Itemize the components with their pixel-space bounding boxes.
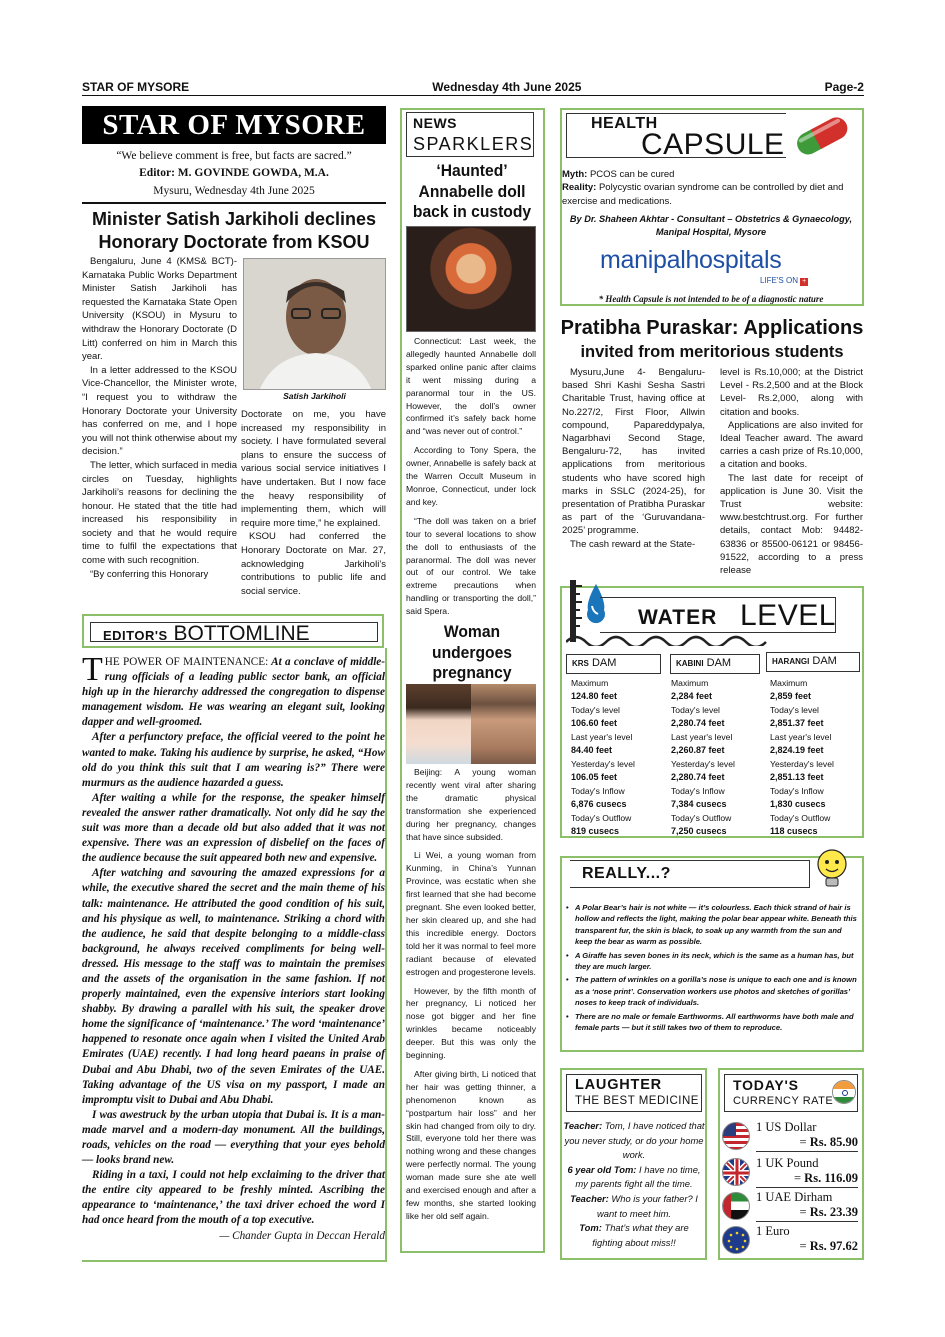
masthead-motto: “We believe comment is free, but facts are sacred.” — [116, 150, 352, 162]
label: LEVEL — [740, 599, 836, 632]
level-value: 118 cusecs — [770, 826, 818, 837]
divider — [756, 1151, 858, 1152]
label-top: NEWS — [413, 115, 457, 131]
paragraph: According to Tony Spera, the owner, Annabelle is safely back at the Warren Occult Museum in Monroe, Connecticut, under lock and key. — [406, 445, 536, 507]
dam-name: HARANGI — [772, 657, 810, 666]
paragraph: However, by the fifth month of her pregnancy, Li noticed her nose got bigger and her fine wrinkles became noticeably deeper. But this was only the beginning. — [406, 985, 536, 1061]
lead-headline: Minister Satish Jarkiholi declines Honorary Doctorate from KSOU — [91, 209, 377, 252]
masthead-title: STAR OF MYSORE — [82, 106, 386, 144]
level-value: 106.05 feet — [571, 772, 618, 783]
water-level-header — [600, 597, 836, 633]
level-label: Last year's level — [770, 732, 832, 743]
uae-flag-icon — [722, 1192, 750, 1220]
level-label: Today's Outflow — [671, 813, 732, 824]
currency-name: 1 UAE Dirham — [756, 1190, 833, 1204]
currency-rate — [800, 1239, 858, 1254]
list-item: • There are no male or female Earthworms. All earthworms have both male and female parts — but it still takes two of them to reproduce. — [565, 1011, 861, 1034]
joke-line: That’s what they are fighting about miss!! — [592, 1222, 689, 1248]
drop-cap: T — [82, 651, 103, 688]
level-value: 2,260.87 feet — [671, 744, 725, 755]
currency-row — [720, 1224, 862, 1258]
headline-line-1: Pratibha Puraskar: Applications — [560, 317, 864, 339]
myth-label: Myth: — [562, 169, 588, 180]
level-value: 84.40 feet — [571, 744, 613, 755]
level-label: Maximum — [571, 678, 609, 688]
divider — [756, 1221, 858, 1222]
level-label: Today's level — [770, 705, 819, 716]
joke-line: Who is your father? I want to meet him. — [597, 1192, 698, 1219]
byline: — Chander Gupta in Deccan Herald — [219, 1229, 385, 1242]
level-label: Today's Outflow — [770, 813, 831, 824]
pratibha-col-a — [562, 366, 705, 551]
issue-date: Wednesday 4th June 2025 — [432, 80, 582, 94]
paragraph: The cash reward at the State- — [570, 538, 696, 550]
level-label: Yesterday's level — [770, 759, 834, 770]
myth-text: PCOS can be cured — [587, 169, 675, 180]
annabelle-doll-photo — [406, 226, 536, 332]
harangi-dam-levels — [770, 677, 862, 840]
level-value: 2,851.13 feet — [770, 772, 824, 783]
rate-value: Rs. 85.90 — [809, 1135, 858, 1149]
india-flag-icon — [832, 1080, 856, 1104]
rate-value: Rs. 97.62 — [809, 1239, 858, 1253]
pratibha-col-b — [720, 366, 863, 577]
laughter-header — [566, 1074, 702, 1112]
krs-dam-levels — [571, 677, 666, 840]
reality-label: Reality: — [562, 182, 597, 194]
level-value: 2,851.37 feet — [770, 717, 824, 728]
news-sparklers-header — [406, 112, 534, 157]
currency-row — [720, 1156, 862, 1190]
label-bottom: CAPSULE — [641, 128, 785, 161]
currency-name: 1 Euro — [756, 1224, 790, 1238]
level-label: Last year's level — [571, 732, 633, 743]
paragraph: Connecticut: Last week, the allegedly haunted Annabelle doll sparked online panic after claims it went missing during a paranormal tour in the US. However, the doll’s owner confirmed it’s safely back home and “was never out of control.” — [406, 336, 536, 437]
health-capsule-byline: By Dr. Shaheen Akhtar - Consultant – Obstetrics & Gynaecology, Manipal Hospital, Mysore — [569, 214, 853, 237]
paragraph: After waiting a while for the response, the speaker himself revealed the answer rather dramatically. Not only did he say the suit was more than a decade old but also added that it was not expensive. There was an expression of disbelief on the faces of the audience because the suit appeared both new and expensive. — [82, 791, 385, 865]
reality-text: Polycystic ovarian syndrome can be controlled by diet and exercise and medications. — [562, 182, 844, 207]
wave-icon — [566, 632, 856, 646]
pregnancy-story — [406, 766, 536, 1229]
paragraph: “The doll was taken on a brief tour to several locations to show the doll to enthusiasts of the paranormal. The doll was never out of our control. We take extreme precautions when handling or transporting the doll,” said Spera. — [406, 515, 536, 617]
lead-story-col-a — [82, 255, 237, 581]
paragraph: I was awestruck by the urban utopia that Dubai is. It is a man-made marvel and a modern-day monument. All the buildings, roads, vehicles on the road — everything that your eyes behold — looks brand new. — [82, 1108, 385, 1167]
currency-name: 1 US Dollar — [756, 1120, 817, 1134]
paragraph: Riding in a taxi, I could not help exclaiming to the driver that the entire city appeared to be freshly minted. Ascribing the appearance to ‘maintenance,’ the taxi driver echoed the word I had once heard from the mouth of a top executive. — [82, 1169, 385, 1227]
level-value: 124.80 feet — [571, 690, 618, 701]
label-bold: EDITOR'S — [103, 628, 168, 643]
uk-flag-icon — [722, 1158, 750, 1186]
manipal-tagline — [760, 276, 808, 286]
label-bold: WATER — [638, 606, 718, 629]
level-value: 2,824.19 feet — [770, 744, 824, 755]
speaker: 6 year old Tom: — [567, 1163, 637, 1175]
pregnancy-headline: Woman undergoes pregnancy — [432, 622, 512, 682]
manipal-logo: manipalhospitals — [600, 246, 782, 274]
dam-suffix: DAM — [706, 657, 732, 669]
level-label: Yesterday's level — [671, 759, 735, 770]
eu-flag-icon — [722, 1226, 750, 1254]
currency-rate — [800, 1135, 858, 1150]
dam-suffix: DAM — [812, 655, 837, 667]
currency-name: 1 UK Pound — [756, 1156, 819, 1170]
level-value: 106.60 feet — [571, 717, 618, 728]
level-label: Maximum — [671, 678, 709, 688]
paragraph: Applications are also invited for Ideal Teacher award. The award carries a cash prize of Rs.10,000, a citation and books. — [720, 419, 863, 471]
lead-story-col-b — [241, 408, 386, 598]
rate-prefix: = — [799, 1205, 810, 1219]
editors-bottomline-body — [82, 651, 385, 1244]
rate-prefix: = — [793, 1171, 805, 1185]
paragraph: After watching and savouring the amazed expressions for a while, the executive shared the secret and the main theme of his talk: maintenance. He attributed the good condition of his suit, and his physique as well, to maintenance. Striking a chord with the audience, he said that despite belonging to a middle-class background, he always received compliments for being well-dressed. His message to the staff was to maintain the premises and the assets of the organisation in the same fashion. If not properly maintained, even the expensive interiors start looking shabby. By drawing a parallel with his suit, the speaker drove home the significance of ‘maintenance.’ The word ‘maintenance’ happened to resonate once again when I visited the United Arab Emirates (UAE) recently. I had long heard paeans in praise of Dubai and Abu Dhabi, two of the seven Emirates of the UAE. Taking advantage of the US visa on my passport, I made an impromptu visit to Dubai and Abu Dhabi. — [82, 867, 385, 1106]
tagline-text: LIFE'S ON — [760, 276, 798, 285]
level-value: 7,384 cusecs — [671, 799, 727, 810]
level-label: Last year's level — [671, 732, 733, 743]
page-number: Page-2 — [824, 80, 864, 94]
laughter-joke — [563, 1119, 705, 1250]
paragraph: Bengaluru, June 4 (KMS& BCT)- Karnataka Public Works Department Minister Satish Jarkiholi has requested the Karnataka State Open University (KSOU) in Mysuru to withdraw the Honorary Doctorate (D Litt) conferred on him in March this year. — [82, 256, 237, 363]
paragraph: After a perfunctory preface, the official veered to the point he wanted to make. Taking his audience by surprise, he asked, “How old do you think this suit that I am wearing is?” There were murmurs as the audience hazarded a guess. — [82, 731, 385, 789]
level-label: Today's Inflow — [770, 786, 824, 797]
currency-row — [720, 1190, 862, 1224]
level-label: Yesterday's level — [571, 759, 635, 770]
speaker: Teacher: — [570, 1192, 609, 1204]
level-label: Today's Inflow — [571, 786, 625, 797]
capsule-pill-icon — [785, 110, 863, 160]
label-top: TODAY'S — [733, 1077, 799, 1093]
speaker: Teacher: — [563, 1120, 603, 1131]
masthead-dateline: Mysuru, Wednesday 4th June 2025 — [153, 185, 315, 197]
plus-icon: + — [802, 278, 807, 285]
level-label: Today's level — [571, 705, 620, 716]
rate-prefix: = — [799, 1135, 810, 1149]
health-capsule-header — [566, 113, 786, 161]
page-header — [82, 80, 864, 96]
first-para-caps: HE POWER OF MAINTENANCE: — [104, 656, 269, 668]
level-label: Maximum — [770, 678, 808, 688]
level-value: 6,876 cusecs — [571, 799, 627, 810]
paragraph: Beijing: A young woman recently went viral after sharing the dramatic physical transformation she experienced during her pregnancy, changes that have since subsided. — [406, 767, 536, 842]
kabini-dam-levels — [671, 677, 766, 840]
health-capsule-note: * Health Capsule is not intended to be of a diagnostic nature — [598, 294, 824, 304]
level-value: 2,284 feet — [671, 690, 713, 701]
rate-prefix: = — [799, 1239, 810, 1253]
dam-suffix: DAM — [591, 657, 617, 669]
currency-row — [720, 1120, 862, 1154]
headline-line-2: invited from meritorious students — [580, 343, 844, 361]
rate-value: Rs. 23.39 — [809, 1205, 858, 1219]
level-label: Today's Outflow — [571, 813, 632, 824]
dam-name: KABINI — [676, 659, 704, 668]
photo-caption: Satish Jarkiholi — [243, 389, 386, 402]
paragraph: “By conferring this Honorary — [90, 568, 209, 580]
level-value: 1,830 cusecs — [770, 799, 826, 810]
editors-bottomline-header — [82, 614, 384, 648]
level-value: 2,859 feet — [770, 690, 812, 701]
annabelle-headline: ‘Haunted’ Annabelle doll back in custody — [412, 161, 532, 221]
list-item: • A Polar Bear’s hair is not white — it’s colourless. Each thick strand of hair is hollow and reflects the light, making the polar bear appear white. Beneath this transparent fur, the skin is black, to soak up any warmth from the sun and keep the bear as warm as possible. — [565, 902, 861, 948]
level-value: 7,250 cusecs — [671, 826, 727, 837]
masthead-editor: Editor: M. GOVINDE GOWDA, M.A. — [139, 167, 329, 179]
divider — [82, 202, 386, 204]
really-facts-list — [565, 902, 861, 1035]
rate-value: Rs. 116.09 — [804, 1171, 858, 1185]
label-bottom: CURRENCY RATE — [733, 1095, 834, 1107]
level-label: Today's Inflow — [671, 786, 725, 797]
pratibha-headline — [560, 316, 864, 364]
label-top: LAUGHTER — [575, 1077, 662, 1093]
dam-name: KRS — [572, 659, 589, 668]
first-para: At a conclave of middle-rung officials of a leading public sector bank, an official high up in the hierarchy addressed the congregation to dispense management wisdom. He was wearing an elegant suit, looking dapper and well-groomed. — [82, 656, 385, 729]
label-bottom: THE BEST MEDICINE — [575, 1095, 699, 1107]
level-value: 819 cusecs — [571, 826, 620, 837]
paragraph: Mysuru,June 4- Bengaluru-based Shri Kashi Sesha Sastri Charitable Trust, having office at No.227/2, First Floor, Allwin compound, Papareddypalya, Nagarbhavi Second Stage, Bengaluru-72, has invited applications from meritorious students who have scored high marks in SSLC (2024-25), for presentation of Pratibha Puraskar as part of the ‘Guruvandana-2025’ programme. — [562, 367, 705, 537]
level-value: 2,280.74 feet — [671, 717, 725, 728]
label-bottom: SPARKLERS — [413, 134, 534, 154]
really-header: REALLY...? — [570, 860, 810, 888]
joke-line: Tom, I have noticed that you never study, or do your home work. — [564, 1120, 705, 1161]
paper-name: STAR OF MYSORE — [82, 80, 190, 94]
list-item: • The pattern of wrinkles on a gorilla’s nose is unique to each one and is known as a ‘nose print’. Conservation workers use photos and sketches of gorillas’ noses to keep track of individuals. — [565, 974, 861, 1008]
label-top: HEALTH — [591, 115, 658, 132]
joke-line: I have no time, my parents fight all the time. — [575, 1163, 701, 1190]
paragraph: After giving birth, Li noticed that her hair was getting thinner, a phenomenon known as “postpartum hair loss” and her skin had changed from oily to dry. Still, everyone told her there was nothing wrong and these changes were perfectly normal. The young woman made sure she ate well and exercised enough and after a few months, she started looking like her old self again. — [406, 1068, 536, 1221]
currency-rate — [794, 1171, 858, 1186]
satish-jarkiholi-photo — [243, 258, 386, 402]
divider — [756, 1187, 858, 1188]
annabelle-story — [406, 335, 536, 624]
us-flag-icon — [722, 1122, 750, 1150]
woman-transformation-photo — [406, 684, 536, 764]
paragraph: KSOU had conferred the Honorary Doctorate on Mar. 27, acknowledging Jarkiholi’s contributions to public life and social service. — [241, 531, 386, 597]
harangi-dam-tab — [766, 652, 860, 672]
krs-dam-tab — [566, 654, 661, 674]
paragraph: level is Rs.10,000; at the District Level - Rs.2,500 and at the Block Level- Rs.2,000, along with citation and books. — [720, 367, 863, 418]
portrait-illustration — [244, 259, 386, 391]
currency-rate — [800, 1205, 858, 1220]
paragraph: Li Wei, a young woman from Kunming, in China’s Yunnan Province, was ecstatic when she first learned that she had become pregnant. She even looked better, her skin cleared up, and she had this incredible energy. Doctors told her it was normal to feel more radiant because of elevated estrogen and progesterone levels. — [406, 850, 536, 977]
paragraph: The last date for receipt of application is June 30. Visit the Trust website: www.bestchtrust.org. For further details, contact Mob: 94482-63836 or 85500-06121 or 98456-91522, according to a press release — [720, 472, 863, 577]
kabini-dam-tab — [670, 654, 760, 674]
health-capsule-text — [562, 168, 860, 208]
level-label: Today's level — [671, 705, 720, 716]
paragraph: In a letter addressed to the KSOU Vice-Chancellor, the Minister wrote, “I request you to withdraw the Honorary Doctorate your University has conferred on me, and I hope you will not think otherwise about my decision.” — [82, 364, 237, 458]
level-value: 2,280.74 feet — [671, 772, 725, 783]
lightbulb-icon — [812, 846, 852, 892]
label: BOTTOMLINE — [173, 622, 310, 645]
paragraph: The letter, which surfaced in media circles on Tuesday, highlights Jarkiholi’s reasons for declining the honour. He stated that the title had increased his responsibility in society and that he would require time to fulfil the expectations that come with such recognition. — [82, 459, 237, 567]
paragraph: Doctorate on me, you have increased my responsibility in society. I have formulated several plans to ensure the success of various social service initiatives I have undertaken. But I now face the heavy responsibility of implementing them, which will require more time,” he explained. — [241, 409, 386, 529]
list-item: • A Giraffe has seven bones in its neck, which is the same as a human has, but they are much larger. — [565, 950, 861, 973]
speaker: Tom: — [579, 1222, 602, 1234]
